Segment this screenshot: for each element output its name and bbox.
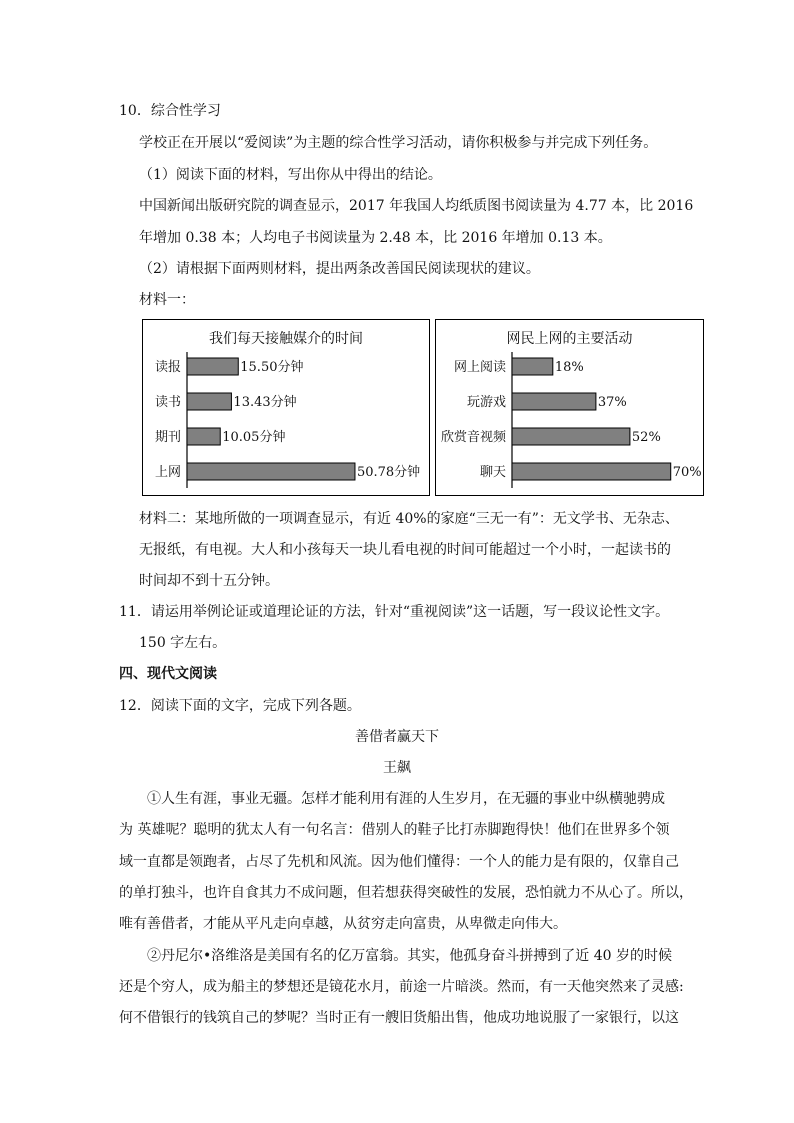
chart-title: 我们每天接触媒介的时间 [209,331,363,347]
chart-bar [512,358,553,375]
chart-value-label: 10.05分钟 [222,430,286,445]
chart-category-label: 聊天 [479,465,506,480]
q10-intro: 学校正在开展以“爱阅读”为主题的综合性学习活动，请你积极参与并完成下列任务。 [139,135,658,151]
chart-value-label: 37% [597,395,627,410]
chart-category-label: 读书 [154,395,181,410]
chart-value-label: 52% [631,430,661,445]
chart-media-time-svg [143,320,429,495]
chart-online-activities-svg [436,320,703,495]
q12-prompt: 12．阅读下面的文字，完成下列各题。 [119,698,361,714]
chart-media-time [142,319,430,496]
paragraph1-line: 为 英雄呢？聪明的犹太人有一句名言：借别人的鞋子比打赤脚跑得快！他们在世界多个领 [119,822,670,838]
paragraph1-line: 域一直都是领跑者，占尽了先机和风流。因为他们懂得：一个人的能力是有限的，仅靠自己 [119,854,679,870]
section-heading: 四、现代文阅读 [119,666,217,682]
q10-material-line2: 年增加 0.38 本；人均电子书阅读量为 2.48 本，比 2016 年增加 0.13 本。 [139,230,612,246]
paragraph1-line: ①人生有涯，事业无疆。怎样才能利用有涯的人生岁月，在无疆的事业中纵横驰骋成 [147,791,665,807]
chart-bar [187,358,238,375]
q11-line2: 150 字左右。 [139,635,227,651]
chart-category-label: 玩游戏 [466,395,506,410]
chart-bar [512,463,671,480]
q11-line1: 11．请运用举例论证或道理论证的方法，针对“重视阅读”这一话题，写一段议论性文字。 [119,604,670,620]
chart-bar [512,393,596,410]
article-author: 王飙 [383,760,411,776]
paragraph2-line: 还是个穷人，成为船主的梦想还是镜花水月，前途一片暗淡。然而，有一天他突然来了灵感: [119,979,684,995]
chart-bar [512,428,630,445]
material1-label: 材料一： [139,292,195,308]
material2-line3: 时间却不到十五分钟。 [139,573,279,589]
chart-bar [187,393,231,410]
q10-material-line1: 中国新闻出版研究院的调查显示，2017 年我国人均纸质图书阅读量为 4.77 本，比 2016 [139,198,694,214]
chart-value-label: 15.50分钟 [240,360,304,375]
chart-value-label: 13.43分钟 [233,395,297,410]
chart-category-label: 欣赏音视频 [440,430,506,445]
chart-category-label: 期刊 [154,430,181,445]
chart-online-activities [435,319,704,496]
paragraph2-line: 何不借银行的钱筑自己的梦呢？当时正有一艘旧货船出售，他成功地说服了一家银行，以这 [119,1010,679,1026]
q10-heading: 10．综合性学习 [119,103,221,119]
chart-category-label: 上网 [154,465,181,480]
paragraph2-line: ②丹尼尔•洛维洛是美国有名的亿万富翁。其实，他孤身奋斗拼搏到了近 40 岁的时候 [147,948,672,964]
chart-bar [187,463,355,480]
paragraph1-line: 的单打独斗，也许自食其力不成问题，但若想获得突破性的发展，恐怕就力不从心了。所以， [119,885,693,901]
chart-value-label: 70% [672,465,702,480]
chart-bar [187,428,220,445]
chart-category-label: 读报 [154,360,181,375]
chart-title: 网民上网的主要活动 [506,331,633,347]
material2-line2: 无报纸，有电视。大人和小孩每天一块儿看电视的时间可能超过一个小时，一起读书的 [139,542,671,558]
paragraph1-line: 唯有善借者，才能从平凡走向卓越，从贫穷走向富贵，从卑微走向伟大。 [119,916,567,932]
q10-task1: （1）阅读下面的材料，写出你从中得出的结论。 [139,167,442,183]
article-title: 善借者赢天下 [355,729,439,745]
chart-category-label: 网上阅读 [453,360,506,375]
chart-value-label: 18% [554,360,584,375]
material2-line1: 材料二：某地所做的一项调查显示，有近 40%的家庭“三无一有”：无文学书、无杂志、 [139,511,679,527]
chart-value-label: 50.78分钟 [356,465,421,480]
q10-task2: （2）请根据下面两则材料，提出两条改善国民阅读现状的建议。 [139,261,540,277]
